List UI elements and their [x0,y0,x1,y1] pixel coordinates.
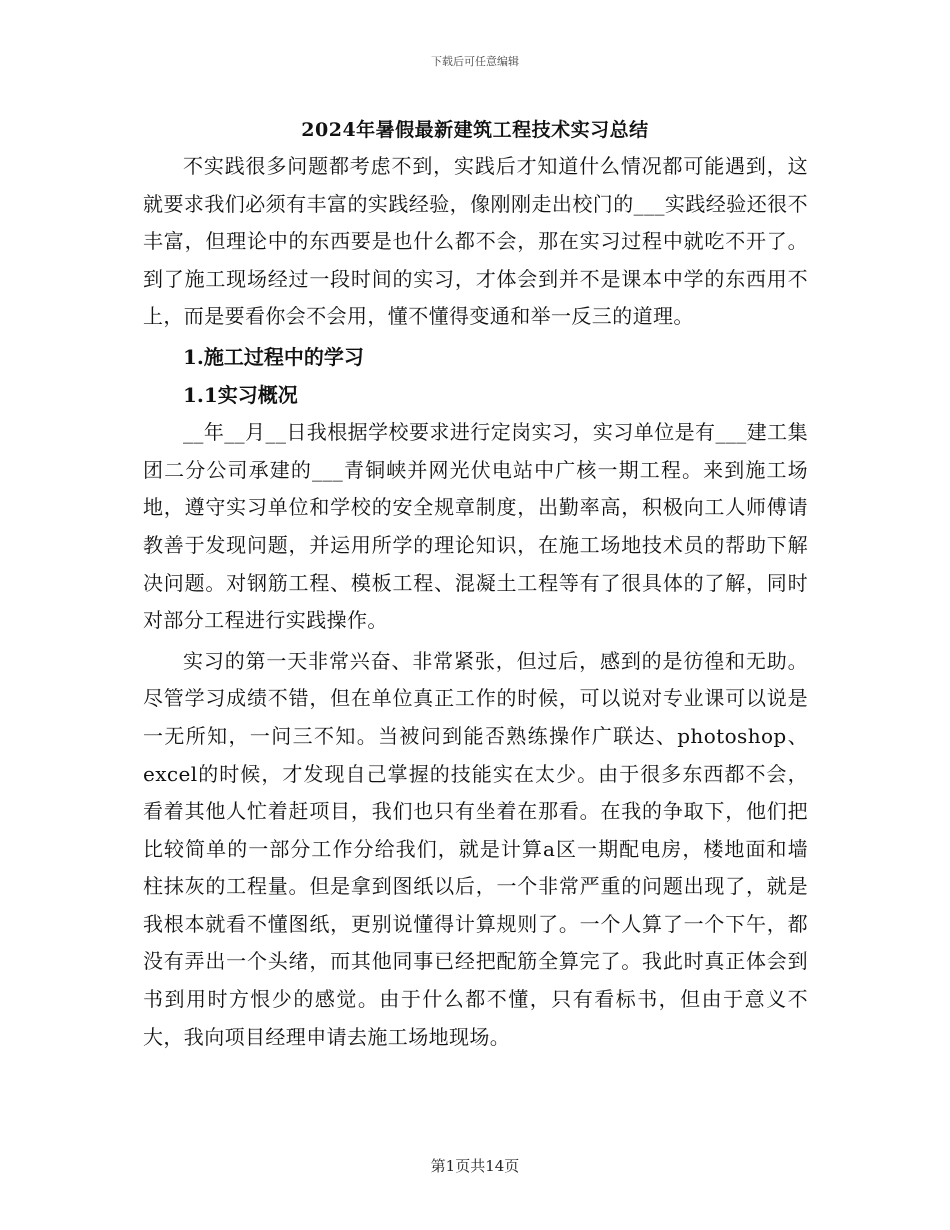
page-indicator: 第1页共14页 [430,1157,520,1175]
subsection-heading: 1.1实习概况 [183,382,298,407]
overview-paragraph: __年__月__日我根据学校要求进行定岗实习，实习单位是有___建工集团二分公司承建的___青铜峡并网光伏电站中广核一期工程。来到施工场地，遵守实习单位和学校的安全规章制度，出勤率高，积极向工人师傅请教善于发现问题，并运用所学的理论知识，在施工场地技术员的帮助下解决问题。对钢筋工程、模板工程、混凝土工程等有了很具体的了解，同时对部分工程进行实践操作。 [143,420,808,633]
experience-paragraph: 实习的第一天非常兴奋、非常紧张，但过后，感到的是彷徨和无助。尽管学习成绩不错，但在单位真正工作的时候，可以说对专业课可以说是一无所知，一问三不知。当被问到能否熟练操作广联达、photoshop、excel的时候，才发现自己掌握的技能实在太少。由于很多东西都不会，看着其他人忙着赶项目，我们也只有坐着在那看。在我的争取下，他们把比较简单的一部分工作分给我们，就是计算a区一期配电房，楼地面和墙柱抹灰的工程量。但是拿到图纸以后，一个非常严重的问题出现了，就是我根本就看不懂图纸，更别说懂得计算规则了。一个人算了一个下午，都没有弄出一个头绪，而其他同事已经把配筋全算完了。我此时真正体会到书到用时方恨少的感觉。由于什么都不懂，只有看标书，但由于意义不大，我向项目经理申请去施工场地现场。 [143,648,808,1049]
document-title: 2024年暑假最新建筑工程技术实习总结 [301,119,649,141]
intro-paragraph: 不实践很多问题都考虑不到，实践后才知道什么情况都可能遇到，这就要求我们必须有丰富的实践经验，像刚刚走出校门的___实践经验还很不丰富，但理论中的东西要是也什么都不会，那在实习过程中就吃不开了。到了施工现场经过一段时间的实习，才体会到并不是课本中学的东西用不上，而是要看你会不会用，懂不懂得变通和举一反三的道理。 [143,154,808,329]
header-note: 下载后可任意编辑 [431,55,519,68]
section-heading: 1.施工过程中的学习 [183,344,364,369]
document-body [143,148,808,1056]
